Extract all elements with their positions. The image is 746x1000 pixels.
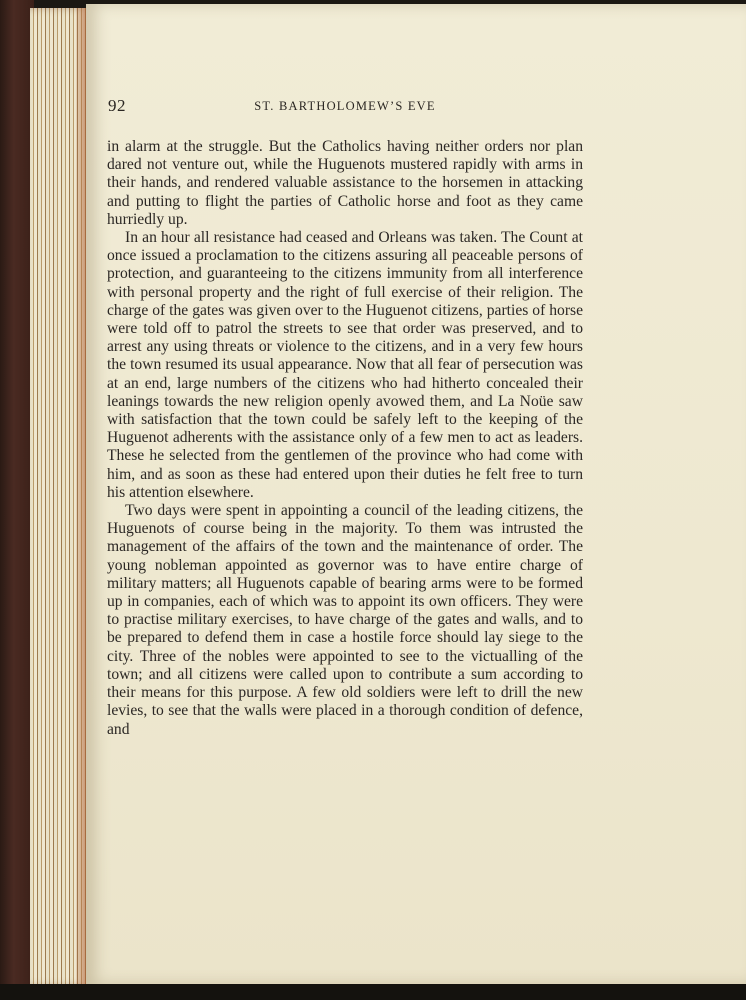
running-title: ST. BARTHOLOMEW’S EVE [254,99,436,113]
page-number: 92 [108,96,126,115]
paragraph-3: Two days were spent in appointing a council of the leading citizens, the Huguenots of course being in the majority. To them was intrusted the management of the affairs of the town and the maintenance of order. The young nobleman appointed as governor was to have entire charge of military matters; all Huguenots capable of bearing arms were to be formed up in companies, each of which was to appoint its own officers. They were to practise military exercises, to have charge of the gates and walls, and to be prepared to defend them in case a hostile force should lay siege to the city. Three of the nobles were appointed to see to the victualling of the town; and all citizens were called upon to contribute a sum according to their means for this purpose. A few old soldiers were left to drill the new levies, to see that the walls were placed in a thorough condition of defence, and [107,502,583,738]
scan-bottom-margin [0,984,746,1000]
book-cover-edge [0,0,34,1000]
body-text [107,138,583,739]
page-edges [30,8,90,986]
paragraph-2: In an hour all resistance had ceased and Orleans was taken. The Count at once issued a proclamation to the citizens assuring all peaceable persons of protection, and guaranteeing to the citizens immunity from all interference with personal property and the right of full exercise of their religion. The charge of the gates was given over to the Huguenot citizens, parties of horse were told off to patrol the streets to see that order was preserved, and to arrest any using threats or violence to the citizens, and in a very few hours the town resumed its usual appearance. Now that all fear of persecution was at an end, large numbers of the citizens who had hitherto concealed their leanings towards the new religion openly avowed them, and La Noüe saw with satisfaction that the town could be safely left to the keeping of the Huguenot adherents with the assistance only of a few men to act as leaders. These he selected from the gentlemen of the province who had come with him, and as soon as these had entered upon their duties he felt free to turn his attention elsewhere. [107,229,583,501]
paragraph-1: in alarm at the struggle. But the Catholics having neither orders nor plan dared not venture out, while the Huguenots mustered rapidly with arms in their hands, and rendered valuable assistance to the horsemen in attacking and putting to flight the parties of Catholic horse and foot as they came hurriedly up. [107,138,583,228]
